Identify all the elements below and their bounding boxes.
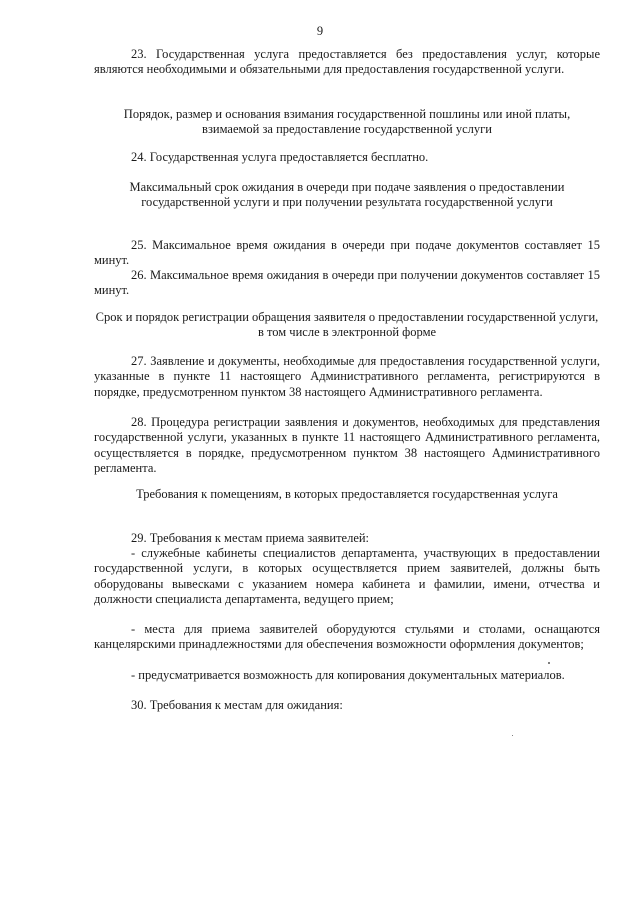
- paragraph-26: 26. Максимальное время ожидания в очереди при получении документов составляет 15 минут.: [94, 268, 600, 298]
- punch-hole-mark-top: [36, 262, 52, 278]
- list-item-furniture: - места для приема заявителей оборудуются стульями и столами, оснащаются канцелярскими принадлежностями для обеспечения возможности оформления документов;: [94, 622, 600, 652]
- section-heading-premises: Требования к помещениям, в которых предоставляется государственная услуга: [136, 487, 558, 501]
- list-item-offices: - служебные кабинеты специалистов департамента, участвующих в предоставлении государственной услуги, в которых осуществляется прием заявителей, должны быть оборудованы вывесками с указанием номера кабинета и фамилии, имени, отчества и должности специалиста департамента, ведущего прием;: [94, 546, 600, 606]
- list-item-copying: - предусматривается возможность для копирования документальных материалов.: [131, 668, 565, 682]
- paragraph-23: 23. Государственная услуга предоставляется без предоставления услуг, которые являются необходимыми и обязательными для предоставления государственной услуги.: [94, 47, 600, 77]
- section-heading-queue: Максимальный срок ожидания в очереди при подаче заявления о предоставлении государственной услуги и при получении результата государственной услуги: [129, 180, 565, 210]
- paragraph-24: 24. Государственная услуга предоставляется бесплатно.: [131, 150, 429, 164]
- scan-speck: [512, 735, 513, 736]
- page-number: 9: [316, 24, 324, 38]
- section-heading-registration: Срок и порядок регистрации обращения заявителя о предоставлении государственной услуги, в том числе в электронной форме: [95, 310, 599, 340]
- punch-hole-mark-bottom: [36, 470, 52, 486]
- paragraph-25: 25. Максимальное время ожидания в очереди при подаче документов составляет 15 минут.: [94, 238, 600, 268]
- paragraph-28: 28. Процедура регистрации заявления и документов, необходимых для представления государственной услуги, указанных в пункте 11 настоящего Административного регламента, осуществляется в порядке, предусмотренном пунктом 38 настоящего Административного регламента.: [94, 415, 600, 475]
- scan-speck: [548, 662, 550, 664]
- paragraph-29: 29. Требования к местам приема заявителей:: [131, 531, 370, 545]
- section-heading-fee: Порядок, размер и основания взимания государственной пошлины или иной платы, взимаемой за предоставление государственной услуги: [123, 107, 571, 137]
- paragraph-27: 27. Заявление и документы, необходимые для предоставления государственной услуги, указанные в пункте 11 настоящего Административного регламента, регистрируются в порядке, предусмотренном пунктом 38 настоящего Административного регламента.: [94, 354, 600, 399]
- paragraph-30: 30. Требования к местам для ожидания:: [131, 698, 343, 712]
